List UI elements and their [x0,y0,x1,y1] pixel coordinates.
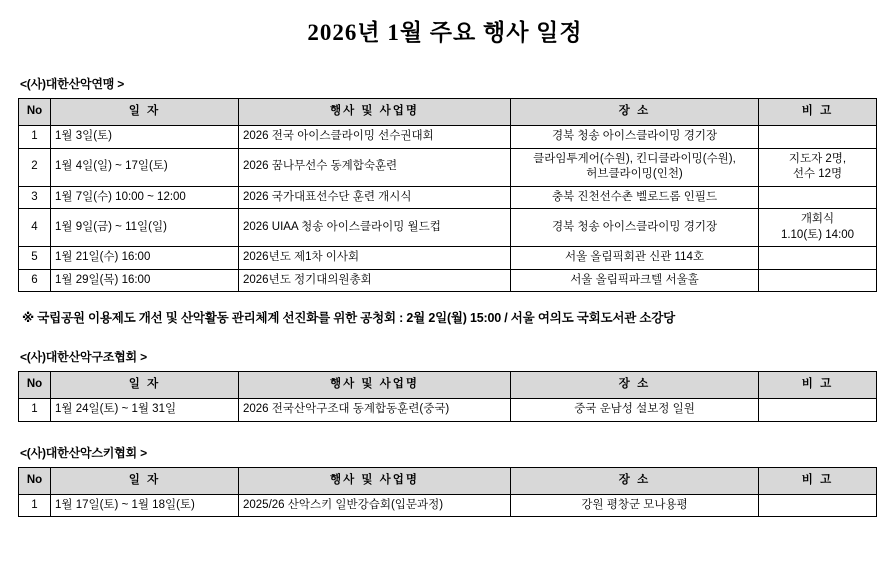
cell-event: 2026년도 제1차 이사회 [239,247,511,270]
cell-no: 5 [19,247,51,270]
cell-event: 2026 전국 아이스클라이밍 선수권대회 [239,126,511,149]
table-row [19,269,877,292]
cell-event: 2026년도 정기대의원총회 [239,269,511,292]
table-row [19,209,877,247]
table-header-row [19,467,877,494]
cell-date: 1월 9일(금) ~ 11일(일) [51,209,239,247]
column-header-date: 일 자 [51,372,239,399]
table-row [19,247,877,270]
cell-date: 1월 17일(토) ~ 1월 18일(토) [51,494,239,517]
cell-event: 2026 국가대표선수단 훈련 개시식 [239,186,511,209]
page-title: 2026년 1월 주요 행사 일정 [307,20,583,45]
cell-note [759,494,877,517]
cell-event: 2025/26 산악스키 일반강습회(입문과정) [239,494,511,517]
column-header-note: 비 고 [759,99,877,126]
column-header-note: 비 고 [759,467,877,494]
cell-no: 6 [19,269,51,292]
table-row [19,148,877,186]
cell-date: 1월 24일(토) ~ 1월 31일 [51,399,239,422]
section-heading-rescue-association: <(사)대한산악구조협회 > [20,350,147,365]
table-row [19,399,877,422]
document-page [0,14,890,580]
column-header-no: No [19,99,51,126]
cell-no: 3 [19,186,51,209]
cell-note [759,186,877,209]
cell-no: 1 [19,399,51,422]
column-header-event: 행사 및 사업명 [239,372,511,399]
cell-date: 1월 29일(목) 16:00 [51,269,239,292]
column-header-place: 장 소 [511,99,759,126]
cell-place: 경북 청송 아이스클라이밍 경기장 [511,209,759,247]
column-header-place: 장 소 [511,467,759,494]
section-heading-alpine-federation: <(사)대한산악연맹 > [20,77,125,91]
cell-no: 1 [19,126,51,149]
cell-date: 1월 21일(수) 16:00 [51,247,239,270]
cell-note: 지도자 2명, 선수 12명 [759,148,877,186]
schedule-table-alpine-federation [18,98,877,292]
column-header-date: 일 자 [51,467,239,494]
cell-place: 서울 올림픽회관 신관 114호 [511,247,759,270]
table-row [19,126,877,149]
cell-note [759,247,877,270]
cell-event: 2026 꿈나무선수 동계합숙훈련 [239,148,511,186]
table-header-row [19,372,877,399]
cell-place: 클라임투게어(수원), 킨디클라이밍(수원), 허브클라이밍(인천) [511,148,759,186]
cell-date: 1월 3일(토) [51,126,239,149]
column-header-place: 장 소 [511,372,759,399]
column-header-event: 행사 및 사업명 [239,467,511,494]
cell-place: 경북 청송 아이스클라이밍 경기장 [511,126,759,149]
cell-event: 2026 전국산악구조대 동계합동훈련(중국) [239,399,511,422]
public-hearing-notice: ※ 국립공원 이용제도 개선 및 산악활동 관리체계 선진화를 위한 공청회 : 2월 2일(월) 15:00 / 서울 여의도 국회도서관 소강당 [22,311,676,326]
cell-place: 강원 평창군 모나용평 [511,494,759,517]
column-header-no: No [19,372,51,399]
cell-event: 2026 UIAA 청송 아이스클라이밍 월드컵 [239,209,511,247]
column-header-no: No [19,467,51,494]
cell-note [759,399,877,422]
cell-no: 2 [19,148,51,186]
column-header-note: 비 고 [759,372,877,399]
table-row [19,186,877,209]
cell-note [759,126,877,149]
cell-no: 1 [19,494,51,517]
cell-no: 4 [19,209,51,247]
schedule-table-rescue-association [18,371,877,422]
schedule-table-ski-association [18,467,877,518]
cell-note: 개회식 1.10(토) 14:00 [759,209,877,247]
cell-date: 1월 4일(일) ~ 17일(토) [51,148,239,186]
cell-date: 1월 7일(수) 10:00 ~ 12:00 [51,186,239,209]
cell-place: 중국 운남성 설보정 일원 [511,399,759,422]
cell-place: 서울 올림픽파크텔 서울홀 [511,269,759,292]
table-row [19,494,877,517]
section-heading-ski-association: <(사)대한산악스키협회 > [20,445,147,460]
cell-note [759,269,877,292]
column-header-date: 일 자 [51,99,239,126]
cell-place: 충북 진천선수촌 벨로드롬 인필드 [511,186,759,209]
column-header-event: 행사 및 사업명 [239,99,511,126]
table-header-row [19,99,877,126]
